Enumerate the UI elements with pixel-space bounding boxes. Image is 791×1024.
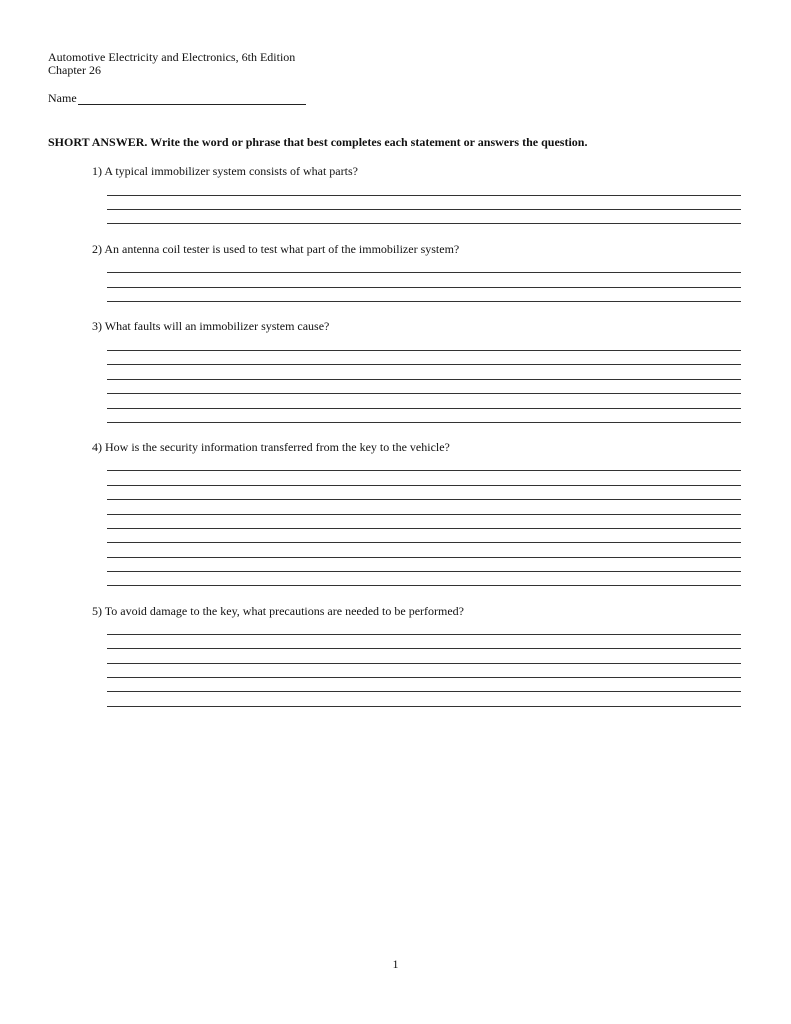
answer-line xyxy=(107,470,741,471)
question-5: 5) To avoid damage to the key, what precautions are needed to be performed? xyxy=(92,604,465,618)
answer-line xyxy=(107,528,741,529)
answer-line xyxy=(107,691,741,692)
name-field[interactable] xyxy=(78,92,306,105)
book-title: Automotive Electricity and Electronics, 6th Edition xyxy=(48,50,296,64)
answer-line xyxy=(107,364,741,365)
answer-line xyxy=(107,287,741,288)
answer-line xyxy=(107,648,741,649)
answer-line xyxy=(107,663,741,664)
answer-line xyxy=(107,408,741,409)
answer-line xyxy=(107,379,741,380)
answer-line xyxy=(107,195,741,196)
answer-line xyxy=(107,542,741,543)
answer-line xyxy=(107,422,741,423)
answer-line xyxy=(107,706,741,707)
name-row xyxy=(48,91,306,105)
question-2: 2) An antenna coil tester is used to test what part of the immobilizer system? xyxy=(92,242,460,256)
chapter-label: Chapter 26 xyxy=(48,63,101,77)
answer-line xyxy=(107,485,741,486)
answer-line xyxy=(107,209,741,210)
answer-line xyxy=(107,514,741,515)
question-1: 1) A typical immobilizer system consists of what parts? xyxy=(92,164,358,178)
answer-line xyxy=(107,585,741,586)
answer-line xyxy=(107,677,741,678)
answer-line xyxy=(107,223,741,224)
name-label: Name xyxy=(48,91,77,105)
question-3: 3) What faults will an immobilizer system cause? xyxy=(92,319,330,333)
answer-line xyxy=(107,571,741,572)
answer-line xyxy=(107,350,741,351)
question-4: 4) How is the security information transferred from the key to the vehicle? xyxy=(92,440,450,454)
answer-line xyxy=(107,301,741,302)
answer-line xyxy=(107,499,741,500)
answer-line xyxy=(107,634,741,635)
answer-line xyxy=(107,557,741,558)
answer-line xyxy=(107,393,741,394)
instructions: SHORT ANSWER. Write the word or phrase that best completes each statement or answers the question. xyxy=(48,135,588,149)
answer-line xyxy=(107,272,741,273)
page-number: 1 xyxy=(392,957,399,971)
